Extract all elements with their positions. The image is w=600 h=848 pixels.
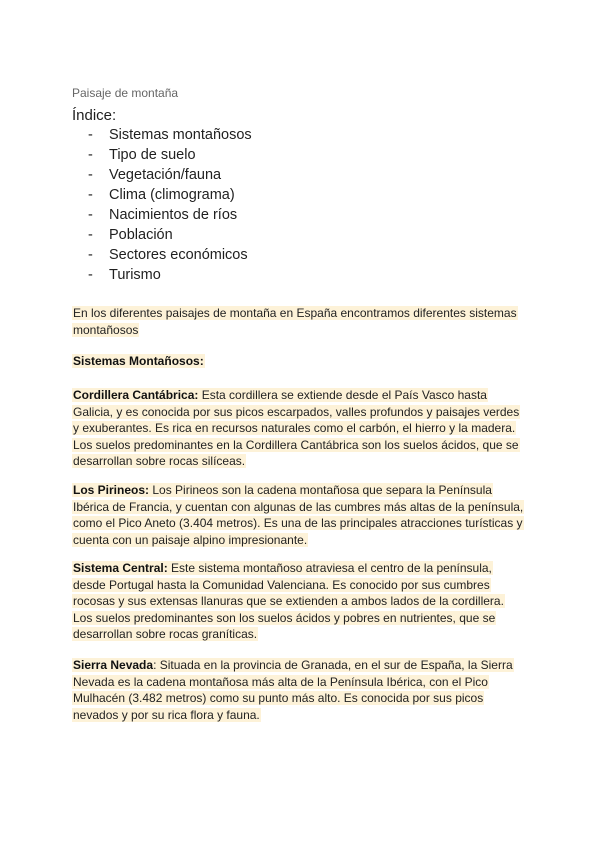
index-item-label: Tipo de suelo [109, 147, 196, 163]
index-item [88, 167, 252, 187]
index-heading: Índice: [72, 107, 117, 124]
bullet-dash: - [88, 247, 93, 263]
paragraph-line: y exuberantes. Es rica en recursos naturales como el carbón, el hierro y la madera. [73, 421, 516, 435]
intro-paragraph [72, 305, 542, 338]
bullet-dash: - [88, 227, 93, 243]
bullet-dash: - [88, 267, 93, 283]
intro-line: En los diferentes paisajes de montaña en España encontramos diferentes sistemas [73, 306, 517, 320]
paragraph-line: Los suelos predominantes en la Cordillera Cantábrica son los suelos ácidos, que se [73, 437, 519, 452]
section-heading [72, 353, 542, 370]
paragraph-cantabrica [72, 387, 542, 470]
bullet-dash: - [88, 127, 93, 143]
index-item [88, 247, 252, 267]
paragraph-line: nevados y por su rica flora y fauna. [73, 707, 260, 722]
paragraph-line: Mulhacén (3.482 metros) como su punto más alto. Es conocida por sus picos [73, 691, 484, 705]
term-pirineos: Los Pirineos: [73, 483, 150, 497]
index-item-label: Vegetación/fauna [109, 167, 222, 183]
paragraph-nevada [72, 657, 542, 723]
index-item [88, 267, 252, 287]
paragraph-line: Los Pirineos son la cadena montañosa que separa la Península [149, 483, 492, 497]
paragraph-line: : Situada en la provincia de Granada, en el sur de España, la Sierra [153, 658, 513, 672]
paragraph-line: Los suelos predominantes son los suelos ácidos y pobres en nutrientes, que se [73, 610, 496, 625]
index-item [88, 147, 252, 167]
paragraph-line: como el Pico Aneto (3.404 metros). Es una de las principales atracciones turísticas y [73, 516, 523, 530]
paragraph-line: Esta cordillera se extiende desde el País Vasco hasta [198, 388, 487, 402]
bullet-dash: - [88, 187, 93, 203]
index-item [88, 227, 252, 247]
paragraph-line: cuenta con un paisaje alpino impresionante. [73, 532, 308, 547]
paragraph-line: Nevada es la cadena montañosa más alta de la Península Ibérica, con el Pico [73, 674, 488, 689]
bullet-dash: - [88, 147, 93, 163]
paragraph-pirineos [72, 482, 542, 548]
index-item [88, 127, 252, 147]
paragraph-line: Este sistema montañoso atraviesa el centro de la península, [167, 561, 492, 575]
index-list [88, 127, 252, 287]
index-item-label: Sistemas montañosos [109, 127, 252, 143]
paragraph-line: rocosas y sus extensas llanuras que se extienden a ambos lados de la cordillera. [73, 594, 504, 608]
document-subtitle: Paisaje de montaña [72, 86, 179, 100]
term-central: Sistema Central: [73, 561, 168, 575]
term-cantabrica: Cordillera Cantábrica: [73, 388, 199, 402]
paragraph-central [72, 560, 542, 643]
index-item-label: Turismo [109, 267, 161, 283]
paragraph-line: desde Portugal hasta la Comunidad Valenciana. Es conocido por sus cumbres [73, 577, 490, 592]
index-item-label: Nacimientos de ríos [109, 207, 238, 223]
bullet-dash: - [88, 207, 93, 223]
paragraph-line: desarrollan sobre rocas graníticas. [73, 627, 258, 641]
index-item [88, 187, 252, 207]
paragraph-line: Ibérica de Francia, y cuentan con algunas de las cumbres más altas de la península, [73, 499, 524, 514]
intro-line: montañosos [73, 322, 139, 337]
term-nevada: Sierra Nevada [73, 658, 154, 672]
index-item-label: Clima (climograma) [109, 187, 235, 203]
bullet-dash: - [88, 167, 93, 183]
paragraph-line: Galicia, y es conocida por sus picos escarpados, valles profundos y paisajes verdes [73, 404, 520, 419]
index-item [88, 207, 252, 227]
index-item-label: Población [109, 227, 173, 243]
section-heading-text: Sistemas Montañosos: [73, 354, 204, 368]
paragraph-line: desarrollan sobre rocas silíceas. [73, 454, 246, 468]
index-item-label: Sectores económicos [109, 247, 248, 263]
